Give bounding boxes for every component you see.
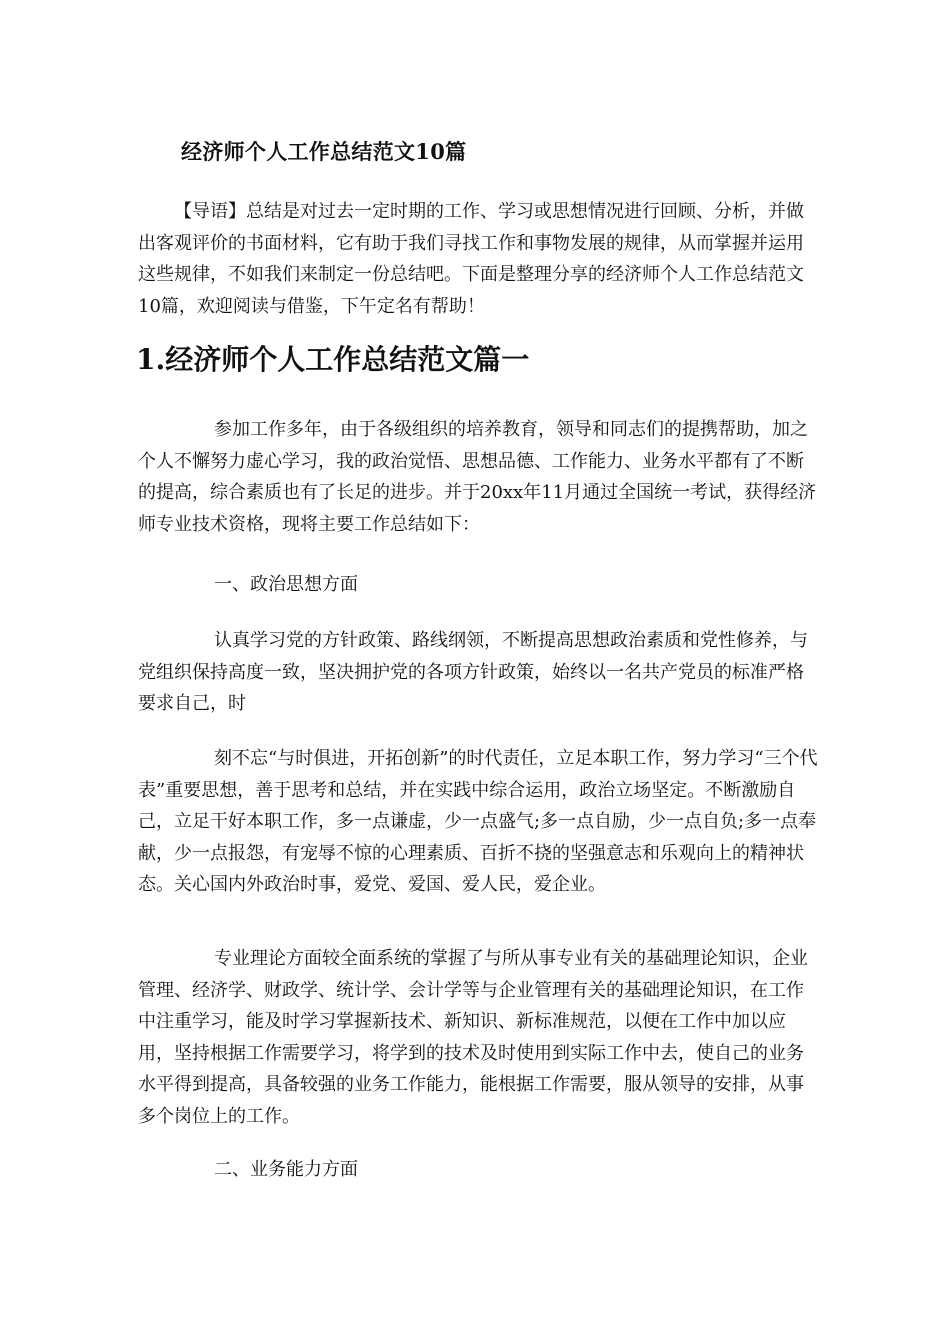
document-title: 经济师个人工作总结范文10篇 [181, 139, 467, 164]
body-paragraph-1: 参加工作多年，由于各级组织的培养教育，领导和同志们的提携帮助，加之个人不懈努力虚心学习，我的政治觉悟、思想品德、工作能力、业务水平都有了不断的提高，综合素质也有了长足的进步。并于20xx年11月通过全国统一考试，获得经济师专业技术资格，现将主要工作总结如下： [138, 419, 817, 535]
section-heading: 1.经济师个人工作总结范文篇一 [136, 343, 530, 376]
body-paragraph-2: 认真学习党的方针政策、路线纲领，不断提高思想政治素质和党性修养，与党组织保持高度一致，坚决拥护党的各项方针政策，始终以一名共产党员的标准严格要求自己，时 [138, 630, 808, 714]
intro-paragraph: 【导语】总结是对过去一定时期的工作、学习或思想情况进行回顾、分析，并做出客观评价的书面材料，它有助于我们寻找工作和事物发展的规律，从而掌握并运用这些规律，不如我们来制定一份总结吧。下面是整理分享的经济师个人工作总结范文10篇，欢迎阅读与借鉴，下午定名有帮助！ [138, 201, 804, 317]
subheading-political: 一、政治思想方面 [214, 574, 358, 595]
body-paragraph-3: 刻不忘“与时俱进，开拓创新”的时代责任，立足本职工作，努力学习“三个代表”重要思想，善于思考和总结，并在实践中综合运用，政治立场坚定。不断激励自己，立足干好本职工作，多一点谦虚，少一点盛气;多一点自励，少一点自负;多一点奉献，少一点报怨，有宠辱不惊的心理素质、百折不挠的坚强意志和乐观向上的精神状态。关心国内外政治时事，爱党、爱国、爱人民，爱企业。 [138, 748, 818, 895]
subheading-business: 二、业务能力方面 [214, 1159, 358, 1180]
body-paragraph-4: 专业理论方面较全面系统的掌握了与所从事专业有关的基础理论知识，企业管理、经济学、财政学、统计学、会计学等与企业管理有关的基础理论知识，在工作中注重学习，能及时学习掌握新技术、新知识、新标准规范，以便在工作中加以应用，坚持根据工作需要学习，将学到的技术及时使用到实际工作中去，使自己的业务水平得到提高，具备较强的业务工作能力，能根据工作需要，服从领导的安排，从事多个岗位上的工作。 [138, 948, 808, 1127]
